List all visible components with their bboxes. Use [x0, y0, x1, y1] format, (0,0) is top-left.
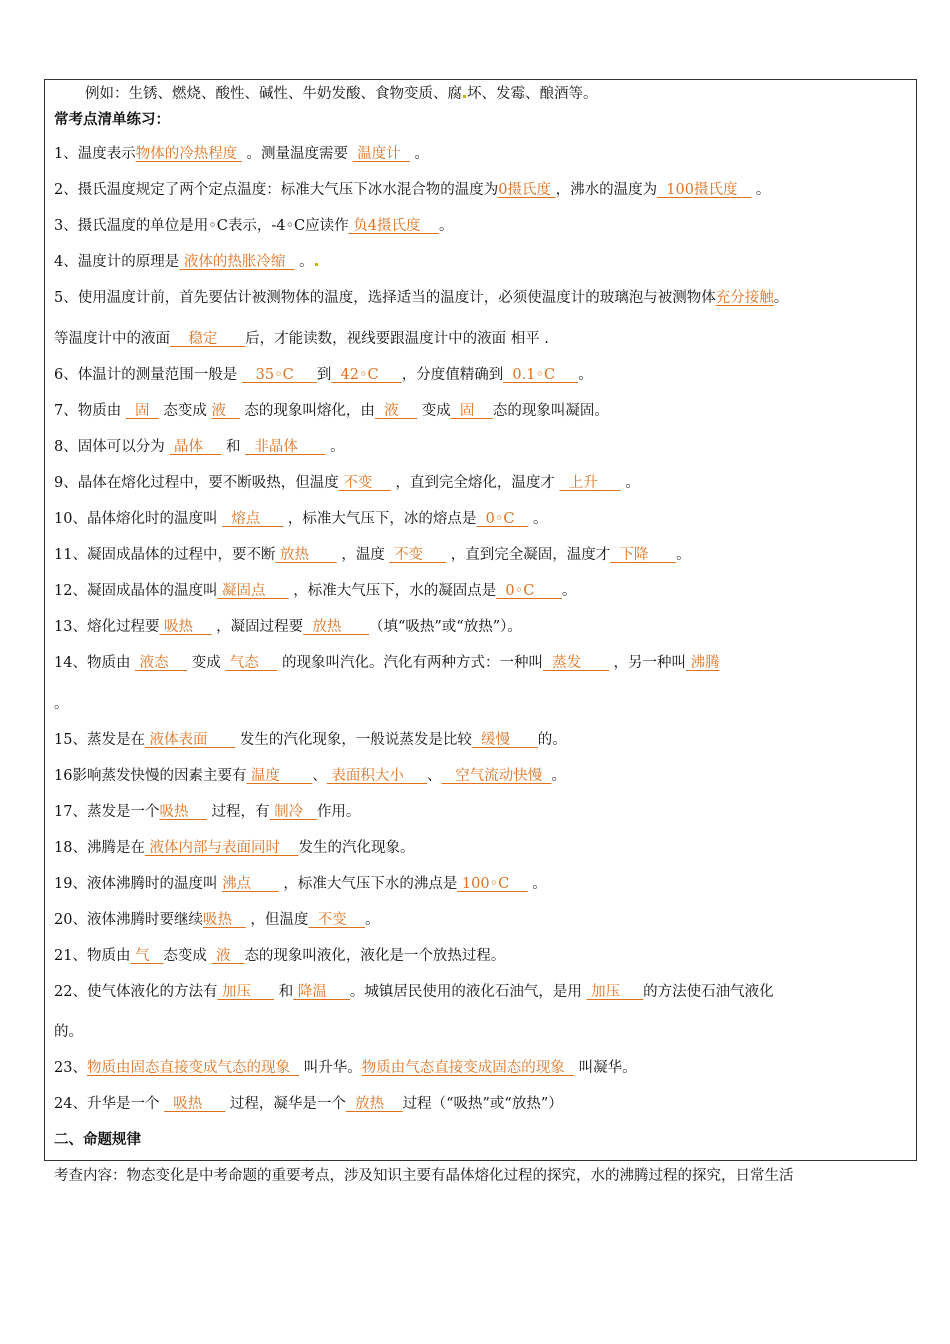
answer-blank: 凝固点: [217, 583, 289, 599]
question-22-continued: 的。: [54, 1024, 83, 1040]
answer-blank: 100摄氏度: [657, 182, 752, 198]
answer-blank: 蒸发: [542, 655, 609, 671]
section-title-rules: 二、命题规律: [54, 1131, 141, 1148]
question-3: 3、摄氏温度的单位是用◦C表示，-4◦C应读作 负4摄氏度 。: [54, 218, 454, 234]
question-15: 15、蒸发是在 液体表面 发生的汽化现象，一般说蒸发是比较 缓慢 的。: [54, 732, 567, 748]
answer-blank: 沸腾: [685, 655, 720, 671]
answer-blank: 不变: [389, 547, 447, 563]
answer-blank: 放热: [345, 1096, 403, 1112]
question-4: 4、温度计的原理是 液体的热胀冷缩 。: [54, 252, 914, 272]
answer-blank: 吸热: [164, 1096, 226, 1112]
answer-blank: 液体的热胀冷缩: [179, 254, 295, 270]
question-21: 21、物质由 气 态变成 液 态的现象叫液化，液化是一个放热过程。: [54, 948, 506, 964]
exam-content-line: 考查内容：物态变化是中考命题的重要考点，涉及知识主要有晶体熔化过程的探究，水的沸腾过程的探究，日常生活: [54, 1168, 794, 1184]
question-19: 19、液体沸腾时的温度叫 沸点 ，标准大气压下水的沸点是 100◦C 。: [54, 876, 547, 892]
answer-blank: 液体内部与表面同时: [144, 840, 299, 856]
answer-blank: 气: [130, 948, 164, 964]
answer-blank: 不变: [338, 475, 391, 491]
answer-blank: 物质由固态直接变成气态的现象: [86, 1060, 300, 1076]
answer-blank: 物质由气态直接变成固态的现象: [361, 1060, 574, 1076]
answer-blank: 0◦C: [496, 583, 562, 599]
answer-blank: 空气流动快慢: [441, 768, 552, 784]
question-24: 24、升华是一个 吸热 过程，凝华是一个 放热 过程（“吸热”或“放热”）: [54, 1096, 563, 1112]
answer-blank: 温度计: [352, 146, 410, 162]
stray-mark: [463, 95, 466, 98]
section-title-checklist: 常考点清单练习：: [54, 111, 170, 128]
question-8: 8、固体可以分为 晶体 和 非晶体 。: [54, 439, 345, 455]
question-20: 20、液体沸腾时要继续吸热 ，但温度 不变 。: [54, 912, 380, 928]
answer-blank: 42◦C: [331, 367, 402, 383]
answer-blank: 放热: [275, 547, 337, 563]
answer-blank: 35◦C: [241, 367, 317, 383]
question-22: 22、使气体液化的方法有 加压 和 降温 。城镇居民使用的液化石油气，是用 加压 的方法使石油气液化: [54, 984, 774, 1000]
intro-line: 例如：生锈、燃烧、酸性、碱性、牛奶发酸、食物变质、腐 坏、发霉、酿酒等。: [85, 86, 598, 102]
question-9: 9、晶体在熔化过程中，要不断吸热，但温度 不变 ，直到完全熔化，温度才 上升 。: [54, 475, 640, 491]
answer-blank: 表面积大小: [326, 768, 427, 784]
answer-blank: 液: [374, 403, 418, 419]
answer-blank: 下降: [610, 547, 677, 563]
answer-blank: 放热: [303, 619, 369, 635]
answer-blank: 物体的冷热程度: [135, 146, 242, 162]
answer-blank: 液态: [135, 655, 188, 671]
question-6: 6、体温计的测量范围一般是 35◦C 到 42◦C ，分度值精确到 0.1◦C 。: [54, 367, 593, 383]
answer-blank: 非晶体: [245, 439, 326, 455]
answer-blank: 100◦C: [457, 876, 528, 892]
answer-blank: 吸热: [159, 619, 212, 635]
answer-blank: 负4摄氏度: [348, 218, 439, 234]
answer-blank: 缓慢: [471, 732, 538, 748]
answer-blank: 沸点: [222, 876, 279, 892]
answer-blank: 0◦C: [476, 511, 529, 527]
answer-blank: 固: [450, 403, 493, 419]
answer-blank: 加压: [586, 984, 644, 1000]
question-1: 1、温度表示物体的冷热程度 。测量温度需要 温度计 。: [54, 146, 429, 162]
answer-blank: 吸热: [202, 912, 246, 928]
answer-blank: 加压: [217, 984, 275, 1000]
question-5-continued: 等温度计中的液面 稳定 后，才能读数，视线要跟温度计中的液面 相平 .: [54, 331, 549, 347]
answer-blank: 温度: [246, 768, 313, 784]
answer-blank: 不变: [308, 912, 366, 928]
stray-mark: [315, 263, 318, 266]
question-18: 18、沸腾是在 液体内部与表面同时 发生的汽化现象。: [54, 840, 415, 856]
question-17: 17、蒸发是一个吸热 过程，有 制冷 作用。: [54, 804, 361, 820]
question-10: 10、晶体熔化时的温度叫 熔点 ，标准大气压下，冰的熔点是 0◦C 。: [54, 511, 548, 527]
question-11: 11、凝固成晶体的过程中，要不断 放热 ，温度 不变 ，直到完全凝固，温度才 下降 。: [54, 547, 691, 563]
answer-blank: 上升: [559, 475, 621, 491]
answer-blank: 液: [211, 403, 240, 419]
answer-blank: 稳定: [170, 331, 246, 347]
question-14-continued: 。: [54, 696, 69, 712]
question-12: 12、凝固成晶体的温度叫 凝固点 ，标准大气压下，水的凝固点是 0◦C 。: [54, 583, 577, 599]
answer-blank: 晶体: [169, 439, 222, 455]
question-5: 5、使用温度计前，首先要估计被测物体的温度，选择适当的温度计，必须使温度计的玻璃泡与被测物体充分接触。: [54, 290, 789, 306]
answer-blank: 熔点: [222, 511, 284, 527]
answer-blank: 充分接触: [715, 290, 774, 306]
answer-blank: 0摄氏度: [498, 182, 556, 198]
answer-blank: 液体表面: [144, 732, 236, 748]
question-2: 2、摄氏温度规定了两个定点温度：标准大气压下冰水混合物的温度为0摄氏度 ，沸水的温度为 100摄氏度 。: [54, 182, 771, 198]
answer-blank: 0.1◦C: [503, 367, 579, 383]
answer-blank: 气态: [225, 655, 278, 671]
question-13: 13、熔化过程要 吸热 ，凝固过程要 放热 （填“吸热”或“放热”）。: [54, 619, 522, 635]
answer-blank: 液: [211, 948, 245, 964]
answer-blank: 降温: [293, 984, 350, 1000]
answer-blank: 吸热: [159, 804, 207, 820]
question-7: 7、物质由 固 态变成 液 态的现象叫熔化，由 液 变成 固 态的现象叫凝固。: [54, 403, 609, 419]
answer-blank: 固: [125, 403, 159, 419]
question-14: 14、物质由 液态 变成 气态 的现象叫汽化。汽化有两种方式：一种叫 蒸发 ，另一种叫 沸腾: [54, 655, 720, 671]
question-16: 16影响蒸发快慢的因素主要有 温度 、 表面积大小 、 空气流动快慢 。: [54, 768, 567, 784]
question-23: 23、物质由固态直接变成气态的现象 叫升华。物质由气态直接变成固态的现象 叫凝华。: [54, 1060, 637, 1076]
answer-blank: 制冷: [269, 804, 317, 820]
